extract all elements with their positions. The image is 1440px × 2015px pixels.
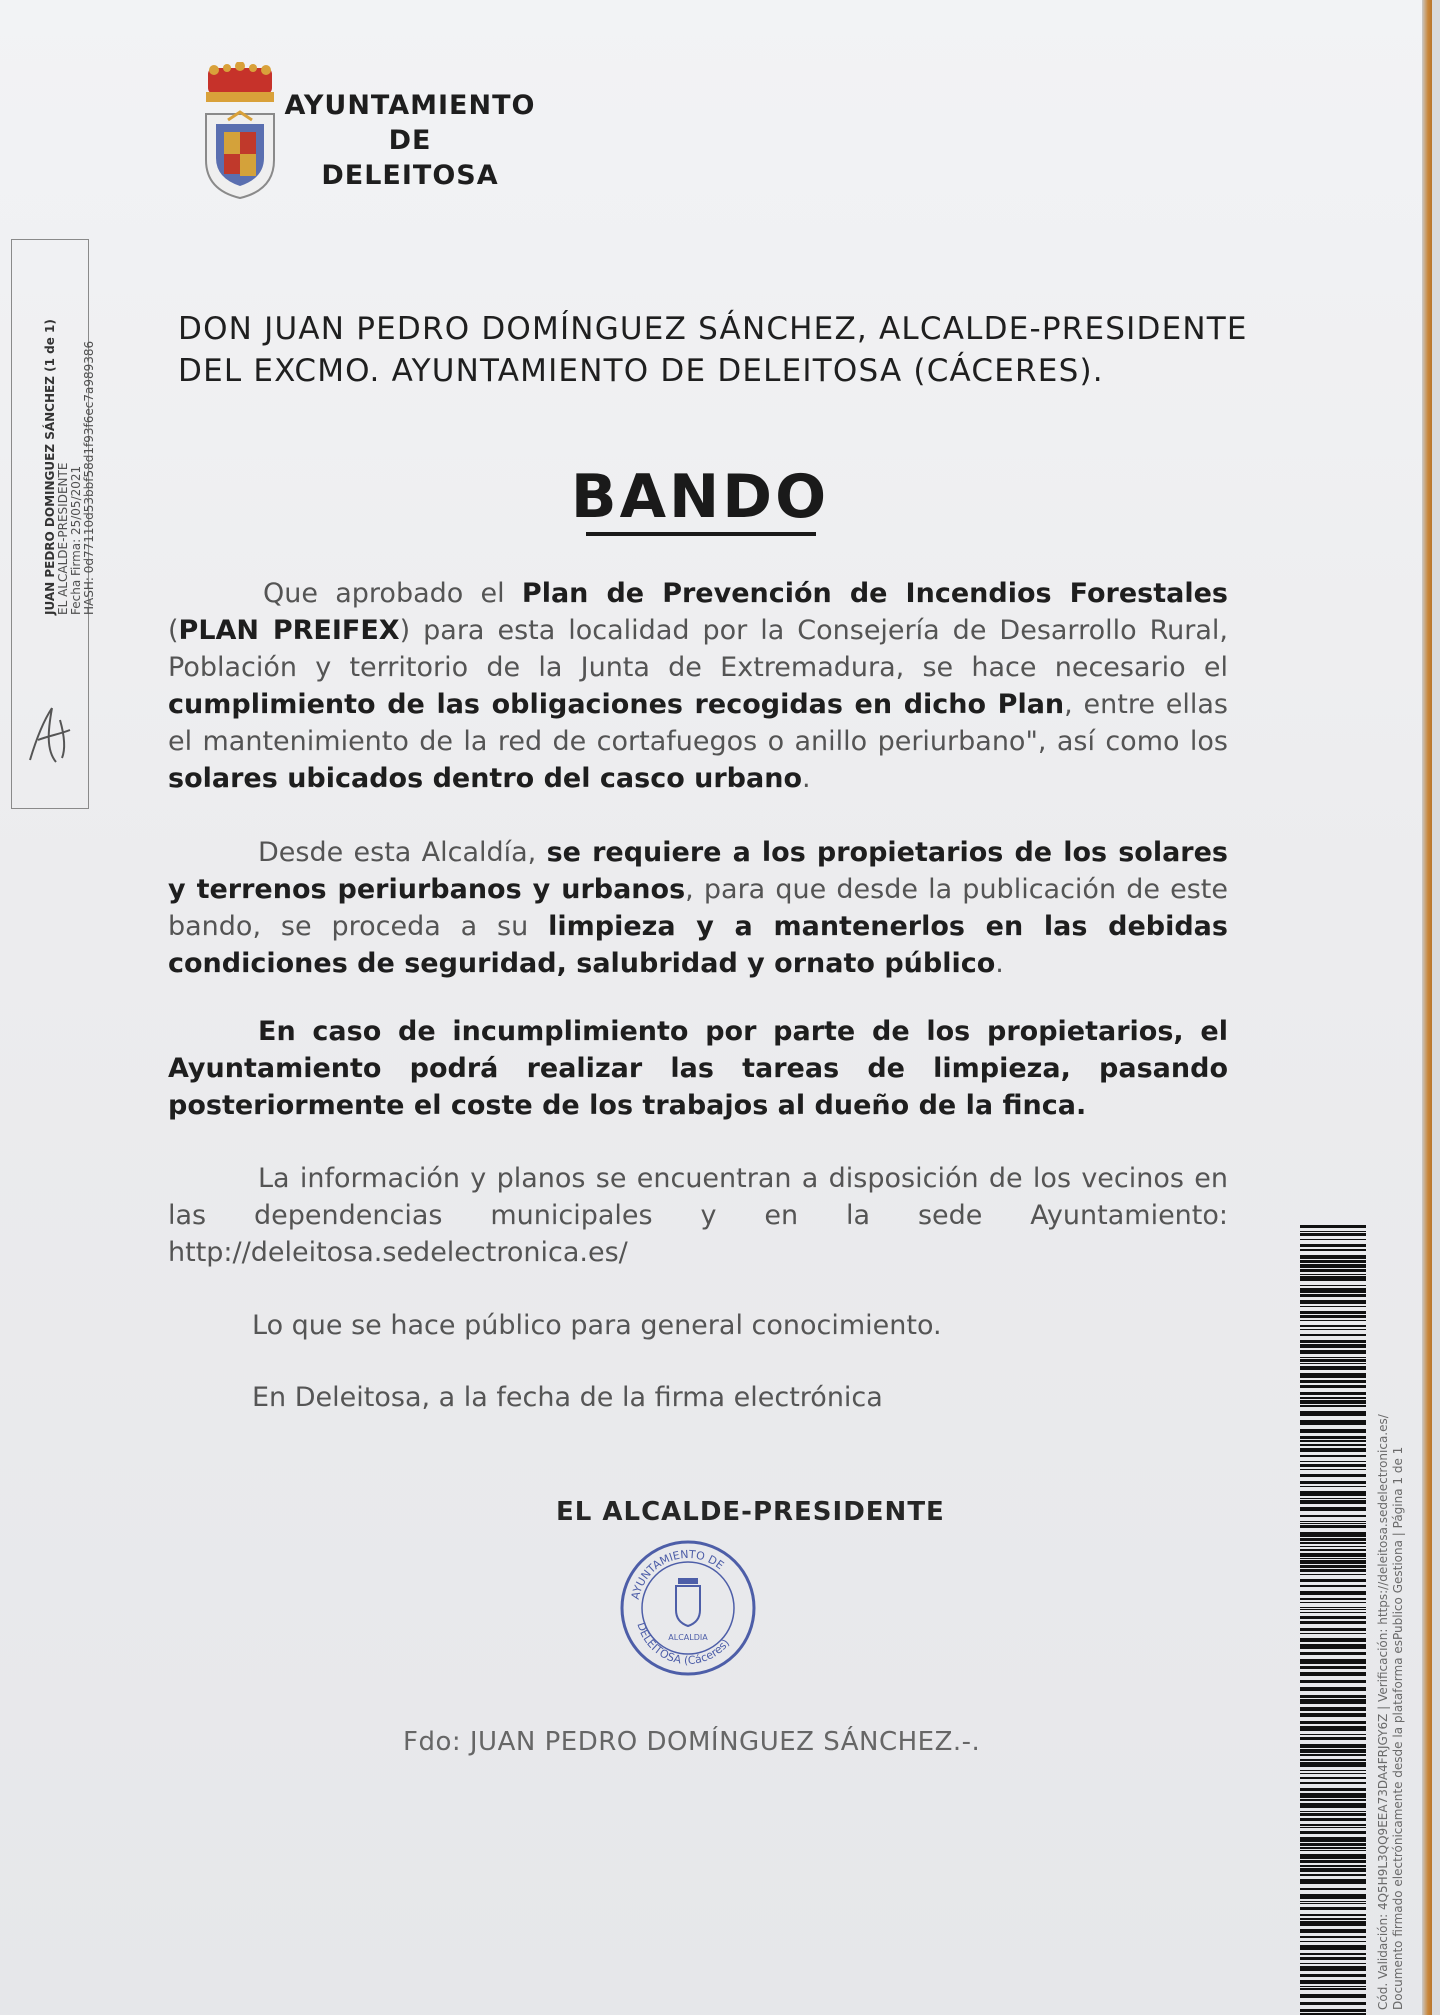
barcode-bar: [1300, 1988, 1366, 1990]
barcode-bar: [1300, 1811, 1366, 1812]
seal-top-text: AYUNTAMIENTO DE: [628, 1547, 727, 1601]
seal-middle-text: ALCALDIA: [668, 1633, 708, 1642]
barcode-bar: [1300, 1827, 1366, 1828]
barcode-bar: [1300, 1357, 1366, 1358]
barcode-bar: [1300, 1680, 1366, 1683]
barcode-bar: [1300, 1936, 1366, 1938]
barcode-bar: [1300, 2002, 1366, 2005]
barcode-bar: [1300, 1420, 1366, 1425]
barcode-bar: [1300, 1860, 1366, 1863]
barcode-bar: [1300, 1659, 1366, 1664]
barcode-bar: [1300, 1269, 1366, 1272]
barcode-bar: [1300, 1782, 1366, 1784]
paragraph-requirement: Desde esta Alcaldía, se requiere a los propietarios de los solares y terrenos periurbanos y urbanos, para que desde la publicación de este bando, se proceda a su limpieza y a mantenerlos en las debidas condiciones de seguridad, salubridad y ornato público.: [168, 837, 1228, 979]
barcode-bar: [1300, 1687, 1366, 1691]
barcode-bar: [1300, 1558, 1366, 1559]
barcode-bar: [1300, 1713, 1366, 1717]
barcode-bar: [1300, 1380, 1366, 1383]
barcode-bar: [1300, 1607, 1366, 1608]
barcode-bar: [1300, 1602, 1366, 1603]
barcode-bar: [1300, 1847, 1366, 1849]
barcode-bar: [1300, 1945, 1366, 1950]
barcode-bar: [1300, 1500, 1366, 1504]
barcode-bar: [1300, 1464, 1366, 1467]
barcode-bar: [1300, 1837, 1366, 1842]
barcode-bar: [1300, 1818, 1366, 1821]
barcode-bar: [1300, 1966, 1366, 1971]
barcode-bar: [1300, 1803, 1366, 1808]
barcode-bar: [1300, 1549, 1366, 1551]
barcode-bar: [1300, 1311, 1366, 1314]
barcode-bar: [1300, 1306, 1366, 1307]
barcode-bar: [1300, 1448, 1366, 1452]
barcode-bar: [1300, 1474, 1366, 1477]
barcode-bar: [1300, 1591, 1366, 1595]
barcode-bar: [1300, 1565, 1366, 1568]
barcode-bar: [1300, 1515, 1366, 1517]
paragraph-information: La información y planos se encuentran a disposición de los vecinos en las dependencias municipales y en la sede Ayuntamiento: http://deleitosa.sedelectronica.es/: [168, 1163, 1228, 1268]
barcode-bar: [1300, 1974, 1366, 1977]
barcode-bar: [1300, 1633, 1366, 1634]
barcode-bar: [1300, 1579, 1366, 1582]
barcode-bar: [1300, 1574, 1366, 1575]
barcode-bar: [1300, 1225, 1366, 1228]
barcode-bar: [1300, 1553, 1366, 1557]
barcode-bar: [1300, 1585, 1366, 1587]
verification-code: Cód. Validación: 4Q5H9L3QQ9EEA73DA4FRJGY6Z | Verificación: https://deleitosa.sedelectronica.es/: [1376, 1414, 1390, 2010]
title-underline: [586, 532, 816, 536]
seal-bottom-text: DELEITOSA (Cáceres): [634, 1620, 733, 1668]
barcode-bar: [1300, 1918, 1366, 1920]
barcode-bar: [1300, 1921, 1366, 1926]
barcode-bar: [1300, 1953, 1366, 1955]
barcode-bar: [1300, 1264, 1366, 1268]
barcode-bar: [1300, 1994, 1366, 1998]
barcode-bar: [1300, 1957, 1366, 1960]
barcode-bar: [1300, 1879, 1366, 1884]
barcode-bar: [1300, 1813, 1366, 1816]
barcode-bar: [1300, 1695, 1366, 1698]
barcode-bar: [1300, 1400, 1366, 1404]
barcode-bar: [1300, 1644, 1366, 1649]
barcode-bar: [1300, 1929, 1366, 1933]
barcode-bar: [1300, 1486, 1366, 1487]
barcode-bar: [1300, 1315, 1366, 1318]
signature-stamp-text: [44, 55, 96, 615]
barcode-bar: [1300, 1411, 1366, 1416]
barcode-bar: [1300, 1233, 1366, 1236]
barcode-bar: [1300, 1831, 1366, 1834]
barcode-bar: [1300, 1231, 1366, 1232]
org-name-line2: DE: [388, 125, 432, 156]
barcode-bar: [1300, 1244, 1366, 1247]
org-name-line3: DELEITOSA: [321, 160, 499, 191]
barcode-bar: [1300, 1986, 1366, 1987]
barcode-bar: [1300, 1762, 1366, 1767]
document-title: BANDO: [570, 462, 830, 532]
barcode-bar: [1300, 1498, 1366, 1499]
coat-of-arms-icon: [200, 62, 280, 202]
barcode-bar: [1300, 1707, 1366, 1711]
barcode-bar: [1300, 1850, 1366, 1851]
barcode: [1300, 1225, 1366, 2015]
handwritten-signature: [22, 700, 78, 770]
barcode-bar: [1300, 1616, 1366, 1619]
closing-public-notice: Lo que se hace público para general conocimiento.: [252, 1310, 942, 1341]
barcode-bar: [1300, 1334, 1366, 1336]
barcode-bar: [1300, 1628, 1366, 1631]
barcode-bar: [1300, 1824, 1366, 1826]
barcode-bar: [1300, 1300, 1366, 1304]
barcode-bar: [1300, 1260, 1366, 1263]
barcode-bar: [1300, 1542, 1366, 1544]
barcode-bar: [1300, 1560, 1366, 1564]
barcode-bar: [1300, 1546, 1366, 1547]
barcode-bar: [1300, 1843, 1366, 1846]
barcode-bar: [1300, 1507, 1366, 1511]
verification-text: [1376, 1310, 1406, 2010]
barcode-bar: [1300, 1538, 1366, 1541]
barcode-bar: [1300, 1770, 1366, 1771]
stamp-hash: HASH: 0d77110d53bbf58d1f93f6ec7a989386: [82, 340, 96, 615]
barcode-bar: [1300, 1344, 1366, 1348]
barcode-bar: [1300, 1366, 1366, 1370]
barcode-bar: [1300, 1609, 1366, 1610]
barcode-bar: [1300, 1726, 1366, 1731]
barcode-bar: [1300, 1759, 1366, 1761]
municipal-seal: [618, 1538, 758, 1678]
barcode-bar: [1300, 1294, 1366, 1297]
barcode-bar: [1300, 1744, 1366, 1748]
barcode-bar: [1300, 1340, 1366, 1343]
barcode-bar: [1300, 1854, 1366, 1859]
barcode-bar: [1300, 1363, 1366, 1364]
barcode-bar: [1300, 1325, 1366, 1327]
barcode-bar: [1300, 1749, 1366, 1753]
barcode-bar: [1300, 1392, 1366, 1395]
barcode-bar: [1300, 1638, 1366, 1642]
barcode-bar: [1300, 1865, 1366, 1867]
barcode-bar: [1300, 1777, 1366, 1779]
barcode-bar: [1300, 1288, 1366, 1293]
barcode-bar: [1300, 1521, 1366, 1522]
barcode-bar: [1300, 1532, 1366, 1537]
issuer-heading: [178, 308, 1248, 392]
paragraph-plan: Que aprobado el Plan de Prevención de Incendios Forestales (PLAN PREIFEX) para esta localidad por la Consejería de Desarrollo Rural, Población y territorio de la Junta de Extremadura, se hace necesario el cumplimiento de las obligaciones recogidas en dicho Plan, entre ellas el mantenimiento de la red de cortafuegos o anillo periurbano", así como los solares ubicados dentro del casco urbano.: [168, 578, 1229, 794]
barcode-bar: [1300, 1672, 1366, 1676]
signed-by: Fdo: JUAN PEDRO DOMÍNGUEZ SÁNCHEZ.-.: [403, 1727, 981, 1757]
barcode-bar: [1300, 1397, 1366, 1399]
barcode-bar: [1300, 1894, 1366, 1899]
barcode-bar: [1300, 1469, 1366, 1470]
barcode-bar: [1300, 1737, 1366, 1740]
barcode-bar: [1300, 1285, 1366, 1286]
closing-place-date: En Deleitosa, a la fecha de la firma electrónica: [252, 1382, 883, 1413]
barcode-bar: [1300, 1699, 1366, 1704]
barcode-bar: [1300, 1329, 1366, 1330]
barcode-bar: [1300, 1276, 1366, 1281]
barcode-bar: [1300, 1773, 1366, 1774]
barcode-bar: [1300, 1255, 1366, 1259]
barcode-bar: [1300, 1874, 1366, 1876]
barcode-bar: [1300, 1598, 1366, 1600]
barcode-bar: [1300, 1481, 1366, 1484]
barcode-bar: [1300, 1888, 1366, 1890]
barcode-bar: [1300, 1754, 1366, 1756]
barcode-bar: [1300, 1799, 1366, 1801]
svg-text:AYUNTAMIENTO DE: [629, 1548, 726, 1601]
barcode-bar: [1300, 1793, 1366, 1798]
stamp-role: EL ALCALDE-PRESIDENTE: [56, 462, 70, 615]
barcode-bar: [1300, 1429, 1366, 1433]
barcode-bar: [1300, 1612, 1366, 1613]
barcode-bar: [1300, 1963, 1366, 1964]
page-edge: [1422, 0, 1432, 2015]
barcode-bar: [1300, 1274, 1366, 1275]
barcode-bar: [1300, 1525, 1366, 1528]
barcode-bar: [1300, 1436, 1366, 1439]
barcode-bar: [1300, 1868, 1366, 1872]
barcode-bar: [1300, 1455, 1366, 1457]
barcode-bar: [1300, 1914, 1366, 1916]
barcode-bar: [1300, 1440, 1366, 1442]
barcode-bar: [1300, 1788, 1366, 1791]
barcode-bar: [1300, 1405, 1366, 1407]
barcode-bar: [1300, 1350, 1366, 1354]
stamp-signer: JUAN PEDRO DOMINGUEZ SÁNCHEZ (1 de 1): [43, 319, 57, 615]
paragraph-noncompliance: En caso de incumplimiento por parte de los propietarios, el Ayuntamiento podrá realizar las tareas de limpieza, pasando posteriormente el coste de los trabajos al dueño de la finca.: [168, 1016, 1228, 1121]
barcode-bar: [1300, 1569, 1366, 1572]
barcode-bar: [1300, 1901, 1366, 1902]
barcode-bar: [1300, 1249, 1366, 1251]
verification-platform: Documento firmado electrónicamente desde la plataforma esPublico Gestiona | Página 1 de 1: [1391, 1446, 1405, 2010]
barcode-bar: [1300, 2009, 1366, 2012]
issuer-line2: DEL EXCMO. AYUNTAMIENTO DE DELEITOSA (CÁCERES).: [178, 353, 1104, 389]
barcode-bar: [1300, 1491, 1366, 1496]
issuer-line1: DON JUAN PEDRO DOMÍNGUEZ SÁNCHEZ, ALCALDE-PRESIDENTE: [178, 311, 1248, 347]
barcode-bar: [1300, 1621, 1366, 1624]
barcode-bar: [1300, 1359, 1366, 1362]
barcode-bar: [1300, 1239, 1366, 1240]
mayor-title: EL ALCALDE-PRESIDENTE: [556, 1497, 945, 1527]
barcode-bar: [1300, 1907, 1366, 1910]
barcode-bar: [1300, 1373, 1366, 1378]
barcode-bar: [1300, 1320, 1366, 1321]
barcode-bar: [1300, 1652, 1366, 1655]
barcode-bar: [1300, 1666, 1366, 1669]
letterhead: [200, 62, 560, 202]
barcode-bar: [1300, 1903, 1366, 1904]
barcode-bar: [1300, 1523, 1366, 1524]
stamp-date: Fecha Firma: 25/05/2021: [69, 465, 83, 615]
barcode-bar: [1300, 1461, 1366, 1462]
barcode-bar: [1300, 1941, 1366, 1942]
barcode-bar: [1300, 1734, 1366, 1735]
barcode-bar: [1300, 1444, 1366, 1446]
barcode-bar: [1300, 1980, 1366, 1984]
org-name-line1: AYUNTAMIENTO: [284, 90, 536, 121]
barcode-bar: [1300, 1721, 1366, 1724]
barcode-bar: [1300, 1385, 1366, 1388]
